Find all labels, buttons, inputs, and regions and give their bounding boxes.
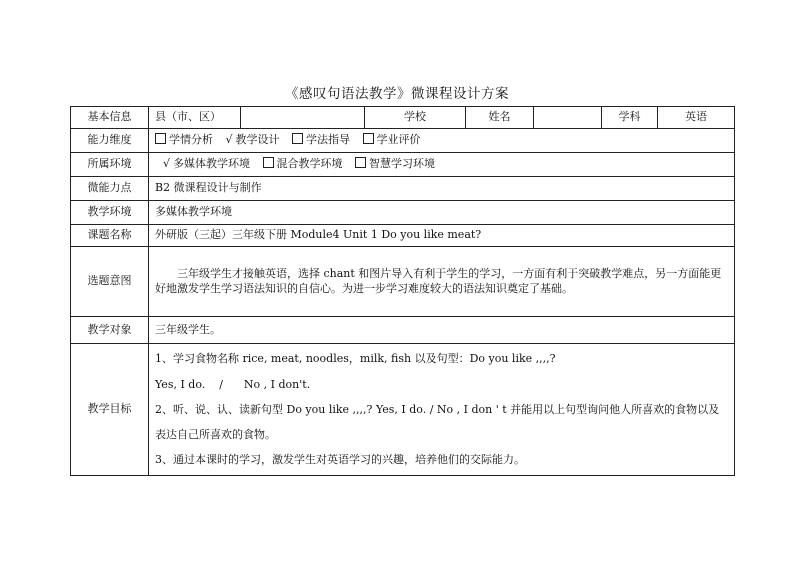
intent-value: 三年级学生才接触英语，选择 chant 和图片导入有利于学生的学习，一方面有利于突破教学难点，另一方面能更好地激发学生学习语法知识的自信心。为进一步学习难度较大的语法知识奠定了基础。 [149, 247, 735, 317]
row-basic-info [71, 107, 735, 129]
label-ability: 能力维度 [71, 129, 149, 153]
name-value[interactable] [534, 107, 602, 129]
ability-option-evaluation[interactable]: 学业评价 [363, 133, 421, 146]
object-value: 三年级学生。 [149, 317, 735, 344]
school-label: 学校 [365, 107, 466, 129]
row-environment [71, 153, 735, 177]
page-title: 《感叹句语法教学》微课程设计方案 [285, 86, 509, 102]
teaching-environment-value: 多媒体教学环境 [149, 201, 735, 225]
row-intent [71, 247, 735, 317]
label-teaching-environment: 教学环境 [71, 201, 149, 225]
checkbox-icon[interactable] [292, 133, 303, 144]
env-option-smart[interactable]: 智慧学习环境 [355, 157, 435, 170]
goal-line: 2、听、说、认、读新句型 Do you like ,,,,? Yes, I do. / No , I don ' t 并能用以上句型询问他人所喜欢的食物以及表达自己所喜欢的食物。 [155, 402, 720, 442]
environment-options [149, 153, 735, 177]
row-micro-ability [71, 177, 735, 201]
ability-options [149, 129, 735, 153]
topic-value: 外研版（三起）三年级下册 Module4 Unit 1 Do you like meat? [149, 225, 735, 247]
label-basic-info: 基本信息 [71, 107, 149, 129]
row-goals [71, 344, 735, 476]
county-label: 县（市、区） [149, 107, 241, 129]
goal-line: Yes, I do. / No , I don't. [155, 377, 311, 391]
checkbox-icon[interactable] [355, 157, 366, 168]
subject-label: 学科 [602, 107, 658, 129]
row-teaching-environment [71, 201, 735, 225]
ability-option-learning-analysis[interactable]: 学情分析 [155, 133, 213, 146]
county-value[interactable] [241, 107, 365, 129]
label-goals: 教学目标 [71, 344, 149, 476]
checkbox-icon[interactable] [263, 157, 274, 168]
goals-value [149, 344, 735, 476]
label-environment: 所属环境 [71, 153, 149, 177]
env-option-mixed[interactable]: 混合教学环境 [263, 157, 343, 170]
course-design-table [70, 106, 735, 476]
check-mark-icon[interactable]: √ [225, 133, 233, 147]
label-object: 教学对象 [71, 317, 149, 344]
row-topic [71, 225, 735, 247]
ability-option-teaching-design[interactable]: √ 教学设计 [225, 133, 280, 147]
goal-line: 3、通过本课时的学习，激发学生对英语学习的兴趣，培养他们的交际能力。 [155, 453, 525, 467]
micro-ability-value: B2 微课程设计与制作 [149, 177, 735, 201]
row-object [71, 317, 735, 344]
ability-option-study-guidance[interactable]: 学法指导 [292, 133, 350, 146]
subject-value: 英语 [658, 107, 735, 129]
checkbox-icon[interactable] [155, 133, 166, 144]
check-mark-icon[interactable]: √ [163, 157, 171, 171]
name-label: 姓名 [466, 107, 534, 129]
checkbox-icon[interactable] [363, 133, 374, 144]
env-option-multimedia[interactable]: √ 多媒体教学环境 [163, 157, 251, 171]
row-ability [71, 129, 735, 153]
goal-line: 1、学习食物名称 rice, meat, noodles，milk, fish 以及句型：Do you like ,,,,? [155, 352, 556, 366]
label-intent: 选题意图 [71, 247, 149, 317]
label-micro-ability: 微能力点 [71, 177, 149, 201]
label-topic: 课题名称 [71, 225, 149, 247]
